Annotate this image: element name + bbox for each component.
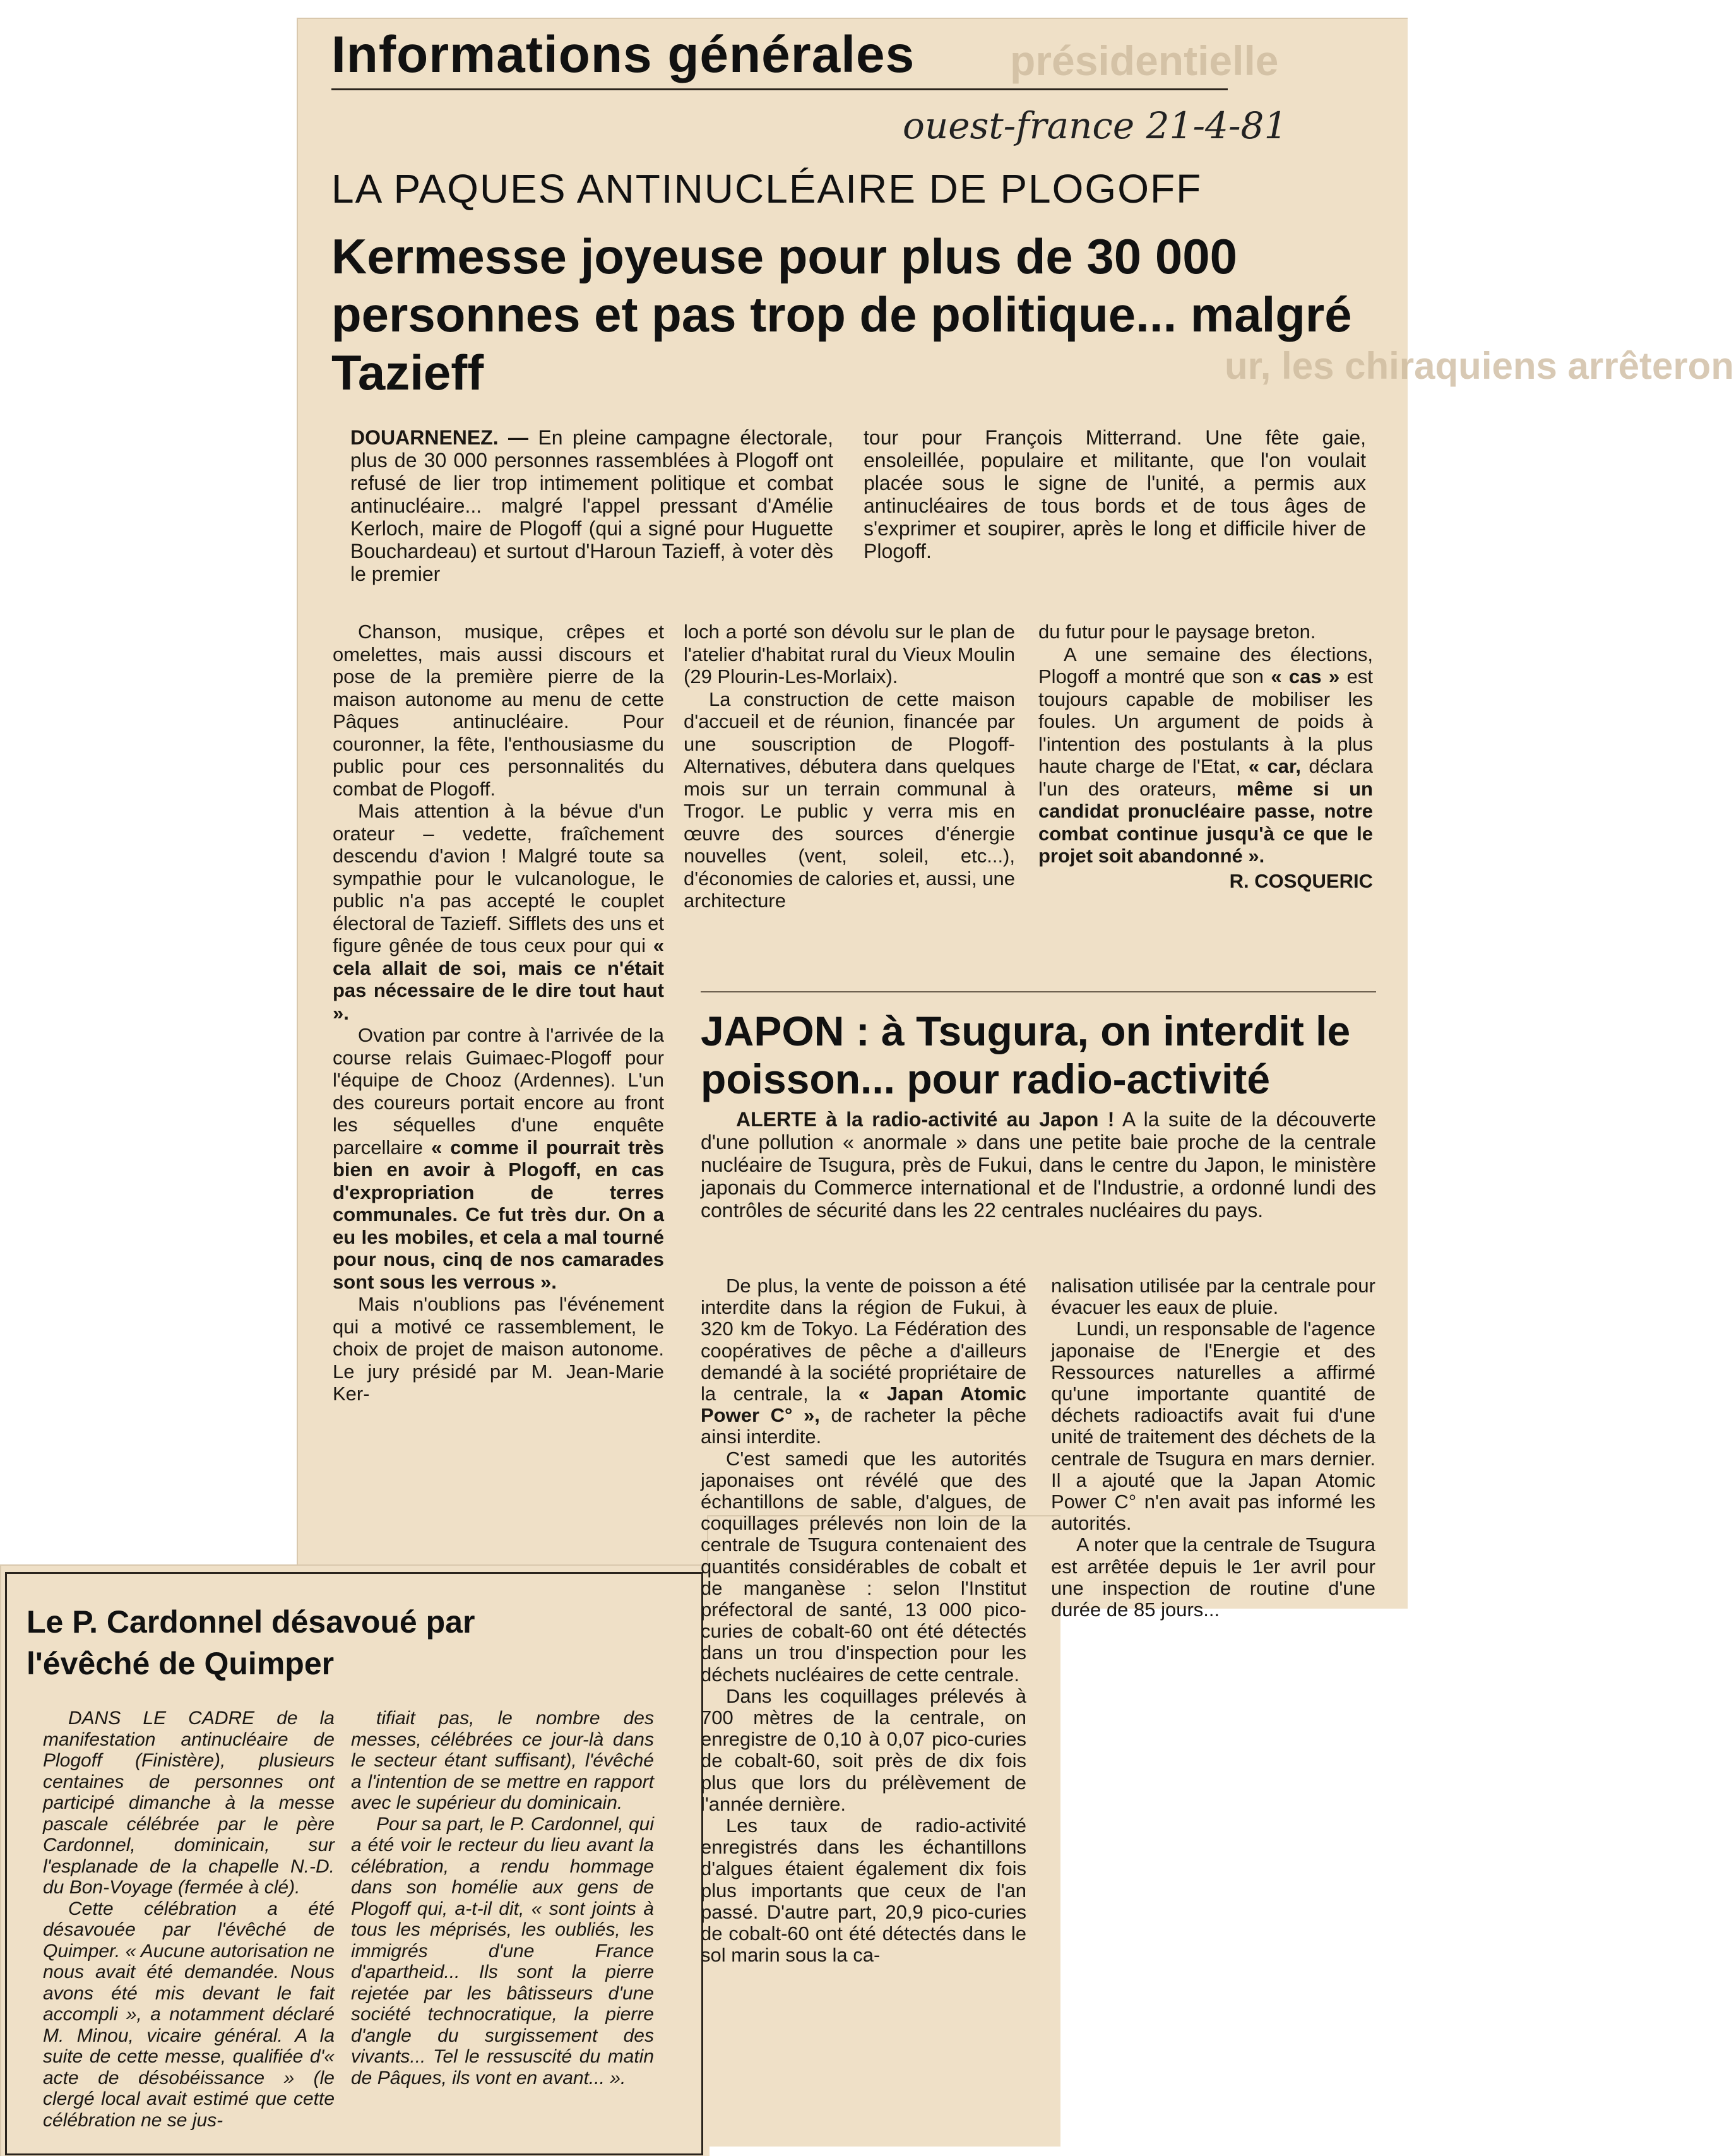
paragraph: Mais attention à la bévue d'un orateur – vedette, fraîchement descendu d'avion ! Malgré toute sa sympathie pour le vulcanologue, le public n'a pas accepté le couplet électoral de Tazieff. Sifflets des uns et figure gênée de tous ceux pour qui bbox=[333, 800, 664, 956]
japon-col-1 bbox=[701, 1275, 1026, 1967]
paragraph: Pour sa part, le P. Cardonnel, qui a été voir le recteur du lieu avant la célébration, a rendu hommage dans son homélie aux gens de Plogoff qui, a-t-il dit, « sont joints à tous les méprisés, les oubliés, les immigrés d'une France d'apartheid... Ils sont la pierre rejetée par les bâtisseurs d'une société technocratique, la pierre d'angle du surgissement des vivants... Tel le ressuscité du matin de Pâques, ils vont en avant... ». bbox=[351, 1813, 654, 2088]
paragraph: C'est samedi que les autorités japonaises ont révélé que des échantillons de sable, d'algues, de coquillages prélevés non loin de la centrale de Tsugura contenaient des quantités considérables de cobalt et de manganèse : selon l'Institut préfectoral de santé, 13 000 pico-curies de cobalt-60 ont été détectés dans un trou d'inspection pour les déchets nucléaires de cette centrale. bbox=[701, 1447, 1026, 1686]
dateline: DOUARNENEZ. — bbox=[350, 426, 529, 449]
paragraph: Ovation par contre à l'arrivée de la course relais Guimaec-Plogoff pour l'équipe de Chooz (Ardennes). L'un des coureurs portait encore au front les séquelles d'une enquête parcellaire bbox=[333, 1024, 664, 1158]
ghost-text-2: ur, les chiraquiens arrêteron bbox=[1225, 345, 1734, 387]
paragraph: De plus, la vente de poisson a été interdite dans la région de Fukui, à 320 km de Tokyo. La Fédération des coopératives de pêche a d'ailleurs demandé à la société propriétaire de la centrale, la bbox=[701, 1275, 1026, 1405]
section-rule bbox=[331, 88, 1228, 90]
paragraph: du futur pour le paysage breton. bbox=[1038, 621, 1316, 643]
paragraph: déclara l'un des orateurs, bbox=[1038, 755, 1373, 800]
article-kicker: LA PAQUES ANTINUCLÉAIRE DE PLOGOFF bbox=[331, 166, 1203, 211]
article-headline: Kermesse joyeuse pour plus de 30 000 personnes et pas trop de politique... malgré Tazieff bbox=[331, 229, 1352, 400]
paragraph: Lundi, un responsable de l'agence japonaise de l'Energie et des Ressources naturelles a affirmé qu'une importante quantité de déchets radioactifs avait fui d'une unité de traitement des déchets de la centrale de Tsugura en mars dernier. Il a ajouté que la Japan Atomic Power C° n'en avait pas informé les autorités. bbox=[1051, 1318, 1375, 1535]
paragraph: Mais n'oublions pas l'événement qui a motivé ce rassemblement, le choix de projet de maison autonome. Le jury présidé par M. Jean-Marie Ker- bbox=[333, 1293, 664, 1405]
box-col-1 bbox=[43, 1708, 335, 2131]
quote-bold: « comme il pourrait très bien en avoir à Plogoff, en cas d'expropriation de terres communales. Ce fut très dur. On a eu les mobiles, et cela a mal tourné pour nous, cinq de nos camarades sont sous les verrous ». bbox=[333, 1136, 664, 1293]
paragraph: Dans les coquillages prélevés à 700 mètres de la centrale, on enregistre de 0,10 à 0,07 pico-curies de cobalt-60, soit près de dix fois plus que lors du prélèvement de l'année dernière. bbox=[701, 1684, 1026, 1815]
box-headline: Le P. Cardonnel désavoué par l'évêché de Quimper bbox=[27, 1604, 475, 1681]
paragraph: A une semaine des élections, Plogoff a montré que son bbox=[1038, 643, 1373, 688]
intro-left bbox=[350, 426, 833, 585]
quote-bold: « cela allait de soi, mais ce n'était pas nécessaire de le dire tout haut ». bbox=[333, 934, 664, 1024]
separator-rule bbox=[701, 991, 1376, 992]
section-title: Informations générales bbox=[331, 26, 915, 83]
japon-col-2 bbox=[1051, 1275, 1375, 1621]
paragraph: La construction de cette maison d'accueil et de réunion, financée par une souscription de Plogoff-Alternatives, débutera dans quelques mois sur un terrain communal à Trogor. Le public y verra mis en œuvre des sources d'énergie nouvelles (vent, soleil, etc...), d'économies de calories et, aussi, une architecture bbox=[684, 688, 1015, 912]
paragraph: loch a porté son dévolu sur le plan de l'atelier d'habitat rural du Vieux Moulin (29 Plourin-Les-Morlaix). bbox=[684, 621, 1015, 688]
paragraph: A noter que la centrale de Tsugura est arrêtée depuis le 1er avril pour une inspection de routine d'une durée de 85 jours... bbox=[1051, 1534, 1375, 1621]
company-bold: « Japan Atomic Power C° », bbox=[701, 1383, 1026, 1427]
intro-right-text: tour pour François Mitterrand. Une fête gaie, ensoleillée, populaire et militante, que l'on voulait placée sous le signe de l'unité, a permis aux antinucléaires de tous bords et de tous âges de s'exprimer et soupirer, après le long et difficile hiver de Plogoff. bbox=[864, 426, 1366, 563]
quote-bold: « car, bbox=[1248, 755, 1301, 777]
japon-intro bbox=[701, 1108, 1376, 1222]
paragraph: DANS LE CADRE de la manifestation antinucléaire de Plogoff (Finistère), plusieurs centaines de personnes ont participé dimanche à la messe pascale célébrée par le père Cardonnel, dominicain, sur l'esplanade de la chapelle N.-D. du Bon-Voyage (fermée à clé). bbox=[43, 1708, 335, 1898]
paragraph: est toujours capable de mobiliser les foules. Un argument de poids à l'intention des postulants à la plus haute charge de l'Etat, bbox=[1038, 665, 1373, 777]
paragraph: Chanson, musique, crêpes et omelettes, mais aussi discours et pose de la première pierre de la maison autonome au menu de cette Pâques antinucléaire. Pour couronner, la fête, l'enthousiasme du public pour ces personnalités du combat de Plogoff. bbox=[333, 621, 664, 800]
handwritten-source-date: ouest-france 21-4-81 bbox=[903, 104, 1288, 147]
main-col-2 bbox=[684, 621, 1015, 912]
main-col-1 bbox=[333, 621, 664, 1405]
signature: R. COSQUERIC bbox=[1229, 869, 1373, 892]
alert-bold: ALERTE à la radio-activité au Japon ! bbox=[736, 1108, 1115, 1131]
paragraph: tifiait pas, le nombre des messes, célébrées ce jour-là dans le secteur étant suffisant), l'évêché a l'intention de se mettre en rapport avec le supérieur du dominicain. bbox=[351, 1708, 654, 1813]
intro-right bbox=[864, 426, 1366, 563]
paragraph: nalisation utilisée par la centrale pour évacuer les eaux de pluie. bbox=[1051, 1275, 1375, 1319]
intro-left-text: En pleine campagne électorale, plus de 30 000 personnes rassemblées à Plogoff ont refusé de lier trop intimement politique et combat antinucléaire... malgré l'appel pressant d'Amélie Kerloch, maire de Plogoff (qui a signé pour Huguette Bouchardeau) et surtout d'Haroun Tazieff, à voter dès le premier bbox=[350, 426, 834, 585]
japon-intro-text: A la suite de la découverte d'une pollution « anormale » dans une petite baie proche de la centrale nucléaire de Tsugura, près de Fukui, dans le centre du Japon, le ministère japonais du Commerce international et de l'Industrie, a ordonné lundi des contrôles de sécurité dans les 22 centrales nucléaires du pays. bbox=[701, 1108, 1377, 1222]
quote-bold: même si un candidat pronucléaire passe, notre combat continue jusqu'à ce que le projet soit abandonné ». bbox=[1038, 777, 1373, 867]
box-col-2 bbox=[351, 1708, 654, 2088]
paragraph: Cette célébration a été désavouée par l'évêché de Quimper. « Aucune autorisation ne nous avait été demandée. Nous avons été mis devant le fait accompli », a notamment déclaré M. Minou, vicaire général. A la suite de cette messe, qualifiée d'« acte de désobéissance » (le clergé local avait estimé que cette célébration ne se jus- bbox=[43, 1898, 335, 2131]
main-col-3 bbox=[1038, 621, 1373, 892]
ghost-text-1: présidentielle bbox=[1010, 37, 1279, 84]
quote-bold: « cas » bbox=[1271, 665, 1340, 688]
paragraph: Les taux de radio-activité enregistrés dans les échantillons d'algues étaient également dix fois plus importants que ceux de l'an passé. D'autre part, 20,9 pico-curies de cobalt-60 ont été détectés dans le sol marin sous la ca- bbox=[701, 1814, 1026, 1967]
paragraph: de racheter la pêche ainsi interdite. bbox=[701, 1404, 1026, 1448]
japon-headline: JAPON : à Tsugura, on interdit le poisson... pour radio-activité bbox=[701, 1008, 1351, 1102]
